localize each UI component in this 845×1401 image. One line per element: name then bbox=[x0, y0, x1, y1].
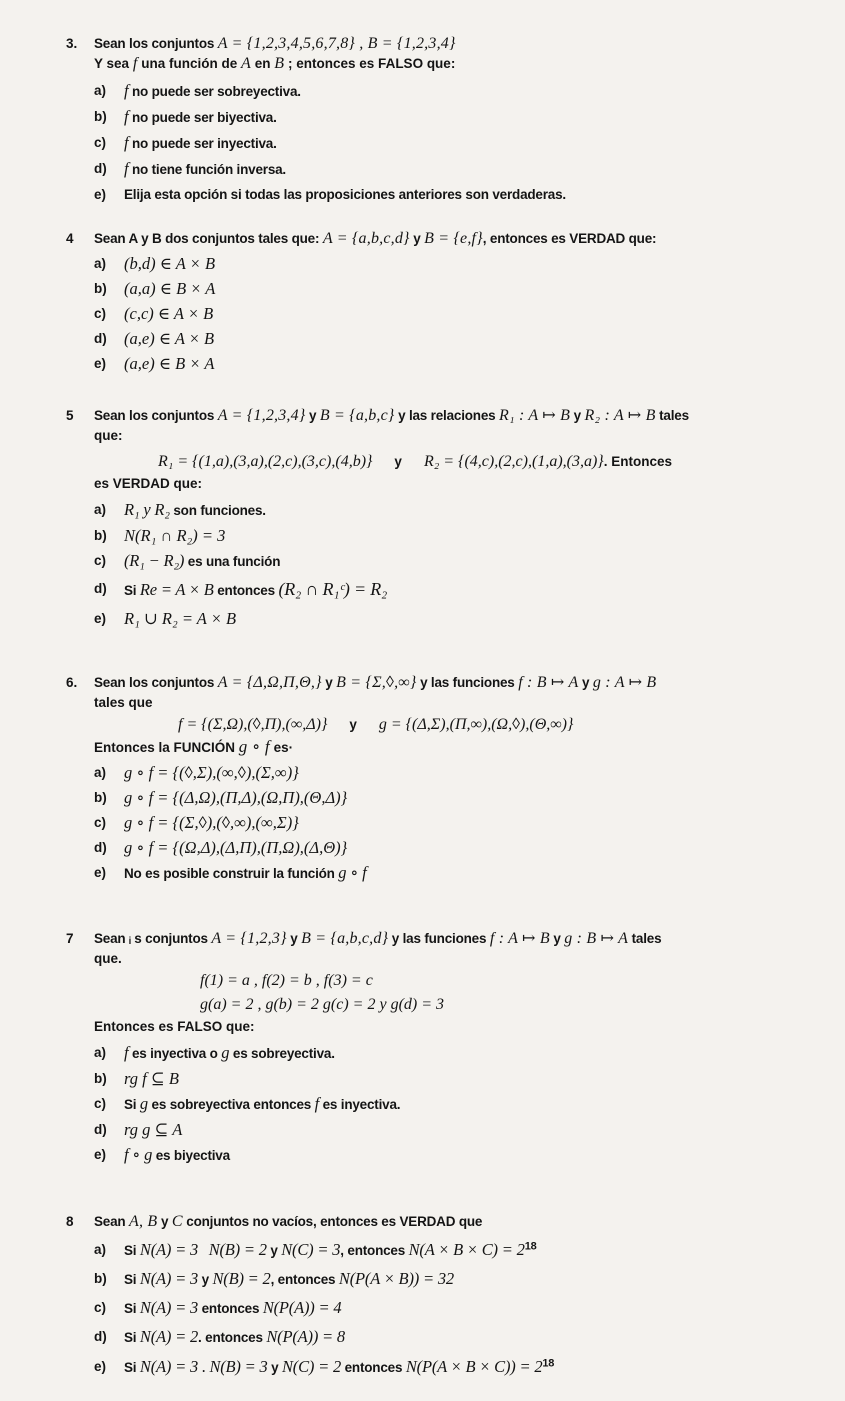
option-c[interactable]: c) g ∘ f = {(Σ,◊),(◊,∞),(∞,Σ)} bbox=[94, 813, 299, 832]
option-a[interactable]: a) (b,d) ∈ A × B bbox=[94, 254, 216, 273]
question-number: 3. bbox=[66, 36, 78, 51]
question-number: 6. bbox=[66, 675, 78, 690]
option-e[interactable]: e) R₁ ∪ R₂ = A × B bbox=[94, 609, 237, 628]
option-e[interactable]: e) Si N(A) = 3 . N(B) = 3 y N(C) = 2 entonces $N(P(A \times B \times C)) = 2^{18}$ bbox=[94, 1357, 555, 1376]
option-a[interactable]: a) f es inyectiva o g es sobreyectiva. bbox=[94, 1043, 335, 1062]
option-d[interactable]: d) rg g ⊆ A bbox=[94, 1120, 183, 1139]
option-c[interactable]: c) (c,c) ∈ A × B bbox=[94, 304, 214, 323]
function-values-1: f(1) = a , f(2) = b , f(3) = c bbox=[200, 972, 373, 989]
question-math: A = {1,2,3,4,5,6,7,8} , B = {1,2,3,4} bbox=[217, 35, 456, 52]
question-7: 7 Sean ᵢ s conjuntos A = {1,2,3} y B = {a,b,c,d} y las funciones f : A ↦ B y g : B ↦ A tales que. f(1) = a , f(2) = b , f(3) = c g(a) = 2 , g(b) = 2 g(c) = 2 y g(d) = 3 Entonces es FALSO que: a) f es inyectiva o g es sobreyectiva. b) rg f ⊆ B c) Si g es sobreyectiva entonces f es inyectiva. d) rg g ⊆ A e) f ∘ g es biyectiva bbox=[66, 929, 786, 1168]
option-b[interactable]: b) g ∘ f = {(Δ,Ω),(Π,Δ),(Ω,Π),(Θ,Δ)} bbox=[94, 788, 348, 807]
option-d[interactable]: d) (a,e) ∈ A × B bbox=[94, 329, 215, 348]
option-e[interactable]: e) No es posible construir la función g ∘ f bbox=[94, 863, 367, 882]
question-continuation: Y sea f una función de A en B ; entonces es FALSO que: bbox=[94, 55, 456, 72]
option-a[interactable]: a) Si N(A) = 3 N(B) = 2 y N(C) = 3, entonces $N(A \times B \times C) = 2^{18}$ bbox=[94, 1240, 537, 1259]
question-number: 7 bbox=[66, 931, 74, 946]
option-e[interactable]: e) (a,e) ∈ B × A bbox=[94, 354, 215, 373]
option-a[interactable]: a) R₁ y R₂ son funciones. bbox=[94, 500, 266, 519]
option-d[interactable]: d) Si Re = A × B entonces (R₂ ∩ R₁ᶜ) = R₂ bbox=[94, 579, 388, 599]
option-b[interactable]: b) Si N(A) = 3 y N(B) = 2, entonces N(P(A × B)) = 32 bbox=[94, 1269, 454, 1288]
question-3 bbox=[66, 34, 786, 207]
option-a[interactable]: a) f no puede ser sobreyectiva. bbox=[94, 81, 301, 100]
option-c[interactable]: c) (R₁ − R₂) es una función bbox=[94, 551, 281, 570]
option-c[interactable]: c) f no puede ser inyectiva. bbox=[94, 133, 277, 152]
option-c[interactable]: c) Si g es sobreyectiva entonces f es inyectiva. bbox=[94, 1094, 401, 1113]
question-6: 6. Sean los conjuntos A = {Δ,Ω,Π,Θ,} y B = {Σ,◊,∞} y las funciones f : B ↦ A y g : A ↦ B tales que f = {(Σ,Ω),(◊,Π),(∞,Δ)} y g = {(Δ,Σ),(Π,∞),(Ω,◊),(Θ,∞)} Entonces la FUNCIÓN g ∘ f es· a) g ∘ f = {(◊,Σ),(∞,◊),(Σ,∞)} b) g ∘ f = {(Δ,Ω),(Π,Δ),(Ω,Π),(Θ,Δ)} c) g ∘ f = {(Σ,◊),(◊,∞),(∞,Σ)} d) g ∘ f = {(Ω,Δ),(Δ,Π),(Π,Ω),(Δ,Θ)} e) No es posible construir la función g ∘ f bbox=[66, 673, 786, 886]
functions-display: f = {(Σ,Ω),(◊,Π),(∞,Δ)} y g = {(Δ,Σ),(Π,∞),(Ω,◊),(Θ,∞)} bbox=[178, 716, 574, 733]
question-number: 4 bbox=[66, 231, 74, 246]
relations-display: R₁ = {(1,a),(3,a),(2,c),(3,c),(4,b)} y R₂ = {(4,c),(2,c),(1,a),(3,a)}. Entonces bbox=[158, 453, 672, 470]
function-values-2: g(a) = 2 , g(b) = 2 g(c) = 2 y g(d) = 3 bbox=[200, 996, 445, 1013]
option-c[interactable]: c) Si N(A) = 3 entonces N(P(A)) = 4 bbox=[94, 1298, 342, 1317]
option-b[interactable]: b) (a,a) ∈ B × A bbox=[94, 279, 216, 298]
option-b[interactable]: b) rg f ⊆ B bbox=[94, 1069, 179, 1088]
question-number: 8 bbox=[66, 1214, 74, 1229]
question-stem: Sean los conjuntos bbox=[94, 36, 215, 51]
question-5: 5 Sean los conjuntos A = {1,2,3,4} y B = {a,b,c} y las relaciones R₁ : A ↦ B y R₂ : A ↦ B tales que: R₁ = {(1,a),(3,a),(2,c),(3,c),(4,b)} y R₂ = {(4,c),(2,c),(1,a),(3,a)}. Entonces es VERDAD que: a) R₁ y R₂ son funciones. b) N(R₁ ∩ R₂) = 3 c) (R₁ − R₂) es una función d) Si Re = A × B entonces (R₂ ∩ R₁ᶜ) = R₂ e) R₁ ∪ R₂ = A × B bbox=[66, 406, 786, 631]
question-number: 5 bbox=[66, 408, 74, 423]
option-d[interactable]: d) Si N(A) = 2. entonces N(P(A)) = 8 bbox=[94, 1327, 345, 1346]
option-d[interactable]: d) g ∘ f = {(Ω,Δ),(Δ,Π),(Π,Ω),(Δ,Θ)} bbox=[94, 838, 348, 857]
option-a[interactable]: a) g ∘ f = {(◊,Σ),(∞,◊),(Σ,∞)} bbox=[94, 763, 299, 782]
option-b[interactable]: b) f no puede ser biyectiva. bbox=[94, 107, 277, 126]
option-e[interactable]: e) f ∘ g es biyectiva bbox=[94, 1145, 230, 1164]
question-4: 4 Sean A y B dos conjuntos tales que: A = {a,b,c,d} y B = {e,f}, entonces es VERDAD que: a) (b,d) ∈ A × B b) (a,a) ∈ B × A c) (c,c) ∈ A × B d) (a,e) ∈ A × B e) (a,e) ∈ B × A bbox=[66, 229, 786, 376]
option-b[interactable]: b) N(R₁ ∩ R₂) = 3 bbox=[94, 526, 226, 545]
option-d[interactable]: d) f no tiene función inversa. bbox=[94, 159, 286, 178]
option-e[interactable]: e) Elija esta opción si todas las proposiciones anteriores son verdaderas. bbox=[94, 187, 566, 202]
question-8: 8 Sean A, B y C conjuntos no vacíos, entonces es VERDAD que a) Si N(A) = 3 N(B) = 2 y N(C) = 3, entonces $N(A \times B \times C) = 2^{18}$ b) Si N(A) = 3 y N(B) = 2, entonces N(P(A × B)) = 32 c) Si N(A) = 3 entonces N(P(A)) = 4 d) Si N(A) = 2. entonces N(P(A)) = 8 e) Si N(A) = 3 . N(B) = 3 y N(C) = 2 entonces $N(P(A \times B \times C)) = 2^{18}$ bbox=[66, 1212, 786, 1383]
